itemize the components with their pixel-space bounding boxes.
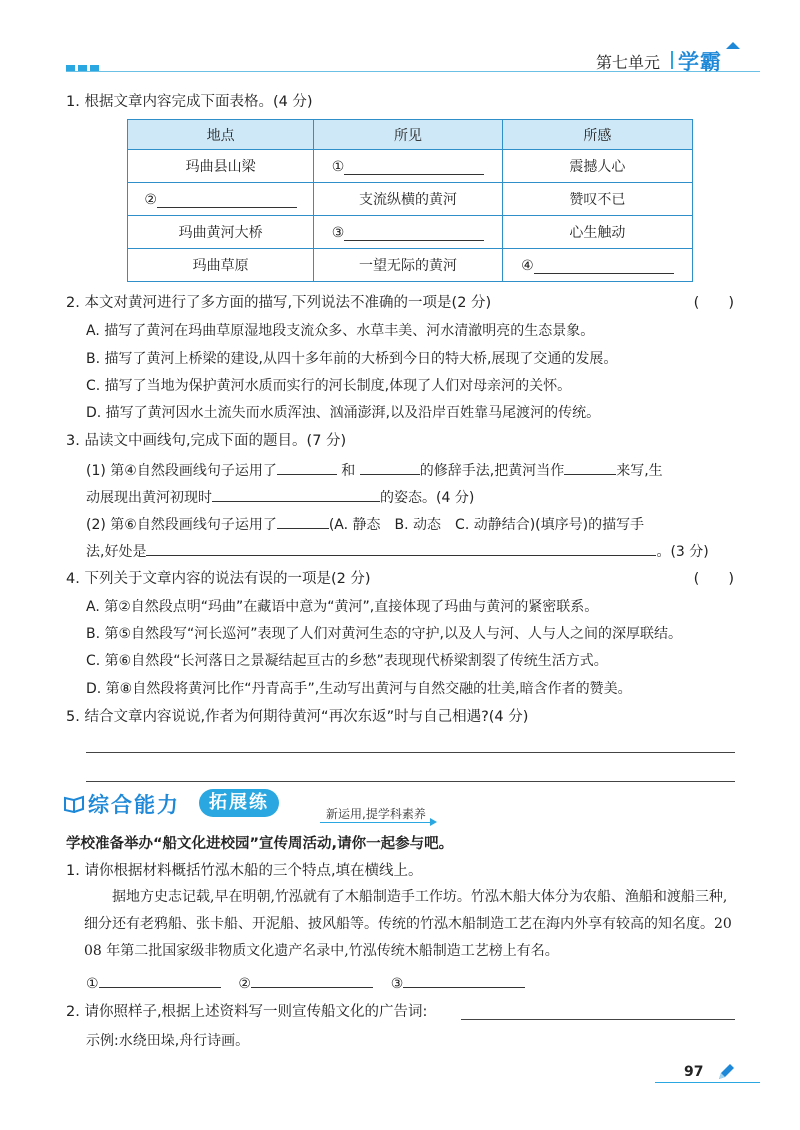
- q4-option-b: B. 第⑤自然段写“河长巡河”表现了人们对黄河生态的守护,以及人与河、人与人之间的深厚联结。: [86, 626, 683, 642]
- blank-line[interactable]: [99, 972, 221, 988]
- blank-marker: ②: [238, 976, 251, 992]
- pencil-icon: [716, 1062, 736, 1082]
- a2-stem: 2. 请你照样子,根据上述资料写一则宣传船文化的广告词:: [66, 1004, 428, 1020]
- blank-line[interactable]: [360, 459, 420, 475]
- q3-part1-line2: [86, 486, 474, 508]
- blank-cell[interactable]: [128, 183, 314, 216]
- brand-cap-icon: [726, 42, 740, 49]
- brand-logo: 学霸: [678, 50, 722, 74]
- table-cell: 震撼人心: [502, 150, 692, 183]
- q3-text: 的修辞手法,把黄河当作: [419, 463, 565, 479]
- q3-part2-line1: [86, 513, 644, 535]
- q3-text: 和: [341, 463, 356, 479]
- activity-intro: 学校准备举办“船文化进校园”宣传周活动,请你一起参与吧。: [66, 836, 454, 852]
- section-tagline: 新运用,提学科素养: [326, 807, 426, 821]
- q4-option-a: A. 第②自然段点明“玛曲”在藏语中意为“黄河”,直接体现了玛曲与黄河的紧密联系。: [86, 599, 599, 615]
- q3-part1-line1: [86, 459, 663, 481]
- header-decoration: [66, 57, 102, 76]
- q3-text: 。(3 分): [656, 544, 709, 560]
- q4-option-d: D. 第⑧自然段将黄河比作“丹青高手”,生动写出黄河与自然交融的壮美,暗含作者的赞美。: [86, 681, 632, 697]
- q3-text: (A. 静态 B. 动态 C. 动静结合)(填序号)的描写手: [328, 517, 645, 533]
- blank-cell[interactable]: [314, 150, 502, 183]
- blank-marker: ③: [331, 224, 345, 241]
- q3-text: 动展现出黄河初现时: [86, 490, 212, 506]
- arrow-icon: [430, 818, 437, 826]
- table-row: [128, 183, 693, 216]
- blank-line[interactable]: [534, 257, 674, 274]
- q2-option-b: B. 描写了黄河上桥梁的建设,从四十多年前的大桥到今日的特大桥,展现了交通的发展。: [86, 351, 618, 367]
- answer-line[interactable]: [86, 781, 735, 782]
- q3-text: (1) 第④自然段画线句子运用了: [86, 463, 277, 479]
- blank-marker: ④: [521, 257, 534, 274]
- blank-marker: ③: [390, 976, 404, 992]
- answer-line[interactable]: [461, 1019, 735, 1020]
- blank-cell[interactable]: [502, 249, 692, 282]
- q3-text: (2) 第⑥自然段画线句子运用了: [86, 517, 277, 533]
- table-row: [128, 150, 693, 183]
- page-number: 97: [684, 1064, 704, 1080]
- blank-line[interactable]: [146, 540, 656, 556]
- table-header: 所见: [314, 120, 502, 150]
- tagline-underline: [320, 822, 432, 823]
- section-badge: 拓展练: [199, 789, 279, 817]
- table-cell: 玛曲黄河大桥: [128, 216, 314, 249]
- table-cell: 赞叹不已: [502, 183, 692, 216]
- a1-stem: 1. 请你根据材料概括竹泓木船的三个特点,填在横线上。: [66, 863, 423, 879]
- answer-paren[interactable]: ( ): [693, 295, 734, 311]
- blank-line[interactable]: [277, 513, 329, 529]
- q3-text: 法,好处是: [86, 544, 147, 560]
- blank-line[interactable]: [344, 158, 484, 175]
- q3-text: 来写,生: [616, 463, 663, 479]
- blank-line[interactable]: [564, 459, 616, 475]
- blank-marker: ①: [331, 158, 345, 175]
- q1-table: [127, 119, 693, 282]
- q2-option-d: D. 描写了黄河因水土流失而水质浑浊、汹涌澎湃,以及沿岸百姓靠马尾渡河的传统。: [86, 405, 601, 421]
- unit-label: 第七单元: [596, 53, 661, 72]
- blank-marker: ②: [144, 191, 157, 208]
- q3-text: 的姿态。(4 分): [380, 490, 475, 506]
- table-cell: 一望无际的黄河: [314, 249, 502, 282]
- table-cell: 心生触动: [502, 216, 692, 249]
- footer-rule: [655, 1082, 760, 1083]
- material-paragraph: 据地方史志记载,早在明朝,竹泓就有了木船制造手工作坊。竹泓木船大体分为农船、渔船和渡船三种,细分还有老鸦船、张卡船、开泥船、披风船等。传统的竹泓木船制造工艺在海内外享有较高的知名度。2008 年第二批国家级非物质文化遗产名录中,竹泓传统木船制造工艺榜上有名。: [84, 889, 732, 959]
- table-cell: 玛曲草原: [128, 249, 314, 282]
- book-icon: [64, 795, 86, 813]
- answer-paren[interactable]: ( ): [693, 571, 734, 587]
- q3-part2-line2: [86, 540, 709, 562]
- table-header: 地点: [128, 120, 314, 150]
- blank-line[interactable]: [344, 224, 484, 241]
- table-row: [128, 249, 693, 282]
- blank-line[interactable]: [403, 972, 525, 988]
- table-cell: 玛曲县山梁: [128, 150, 314, 183]
- table-header-row: [128, 120, 693, 150]
- answer-line[interactable]: [86, 752, 735, 753]
- q4-stem: 4. 下列关于文章内容的说法有误的一项是(2 分): [66, 571, 371, 587]
- q2-option-a: A. 描写了黄河在玛曲草原湿地段支流众多、水草丰美、河水清澈明亮的生态景象。: [86, 323, 595, 339]
- table-header: 所感: [502, 120, 692, 150]
- blank-line[interactable]: [277, 459, 337, 475]
- q5-stem: 5. 结合文章内容说说,作者为何期待黄河“再次东返”时与自己相遇?(4 分): [66, 709, 529, 725]
- header-separator: [671, 51, 673, 69]
- q3-stem: 3. 品读文中画线句,完成下面的题目。(7 分): [66, 433, 347, 449]
- blank-marker: ①: [86, 976, 99, 992]
- blank-cell[interactable]: [314, 216, 502, 249]
- blank-line[interactable]: [212, 486, 380, 502]
- table-row: [128, 216, 693, 249]
- q4-option-c: C. 第⑥自然段“长河落日之景凝结起亘古的乡愁”表现现代桥梁割裂了传统生活方式。: [86, 653, 608, 669]
- section-title: 综合能力: [88, 793, 180, 817]
- blank-line[interactable]: [157, 191, 297, 208]
- q1-stem: 1. 根据文章内容完成下面表格。(4 分): [66, 94, 313, 110]
- q2-option-c: C. 描写了当地为保护黄河水质而实行的河长制度,体现了人们对母亲河的关怀。: [86, 378, 572, 394]
- blank-line[interactable]: [251, 972, 373, 988]
- a1-answer-row: [86, 972, 525, 994]
- q2-stem: 2. 本文对黄河进行了多方面的描写,下列说法不准确的一项是(2 分): [66, 295, 492, 311]
- table-cell: 支流纵横的黄河: [314, 183, 502, 216]
- a2-example: 示例:水绕田垛,舟行诗画。: [86, 1033, 250, 1049]
